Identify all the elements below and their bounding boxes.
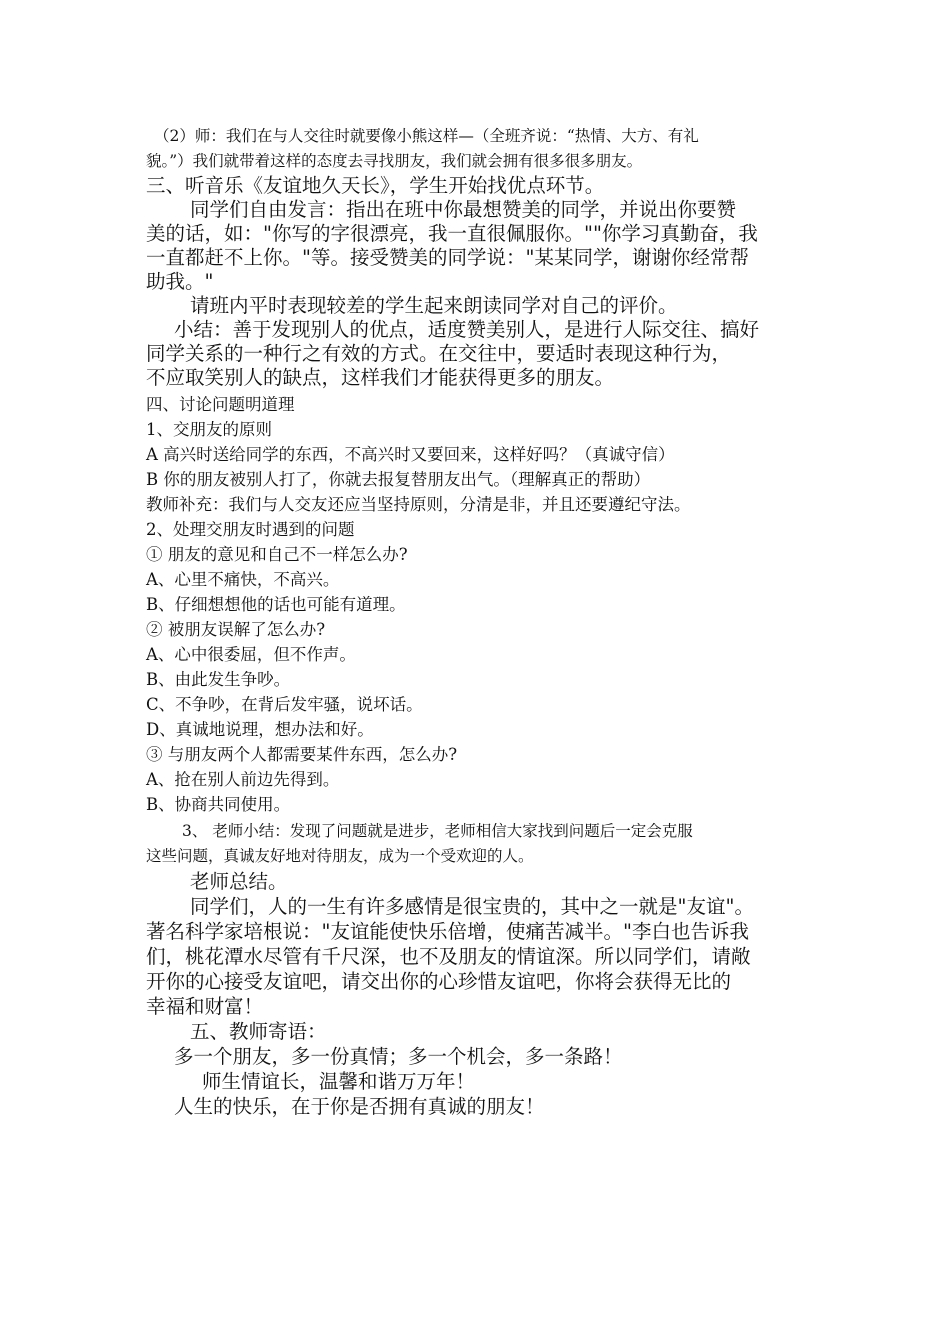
paragraph-line: 美的话，如："你写的字很漂亮，我一直很佩服你。""你学习真勤奋，我 (146, 222, 758, 245)
list-item: B、协商共同使用。 (146, 795, 291, 814)
section-heading: 五、教师寄语： (190, 1020, 327, 1043)
paragraph-line: 3、 老师小结：发现了问题就是进步，老师相信大家找到问题后一定会克服 (182, 822, 693, 840)
paragraph-line: （2）师：我们在与人交往时就要像小熊这样—（全班齐说：“热情、大方、有礼 (154, 127, 699, 145)
closing-line: 多一个朋友，多一份真情；多一个机会，多一条路！ (174, 1045, 623, 1068)
question-item: ③ 与朋友两个人都需要某件东西，怎么办? (146, 745, 458, 764)
paragraph-line: 教师补充：我们与人交友还应当坚持原则，分清是非，并且还要遵纪守法。 (146, 495, 691, 514)
paragraph-line: 小结：善于发现别人的优点，适度赞美别人，是进行人际交往、搞好 (174, 318, 760, 341)
paragraph-line: 开你的心接受友谊吧，请交出你的心珍惜友谊吧，你将会获得无比的 (146, 970, 732, 993)
question-item: ① 朋友的意见和自己不一样怎么办? (146, 545, 408, 564)
paragraph-line: 幸福和财富！ (146, 995, 264, 1018)
paragraph-line: 们，桃花潭水尽管有千尺深，也不及朋友的情谊深。所以同学们，请敞 (146, 945, 751, 968)
section-heading: 三、听音乐《友谊地久天长》，学生开始找优点环节。 (146, 174, 605, 197)
paragraph-line: 这些问题，真诚友好地对待朋友，成为一个受欢迎的人。 (146, 847, 534, 865)
list-item: A 高兴时送给同学的东西，不高兴时又要回来，这样好吗？（真诚守信） (146, 445, 675, 464)
paragraph-line: 不应取笑别人的缺点，这样我们才能获得更多的朋友。 (146, 366, 615, 389)
paragraph-line: 同学们，人的一生有许多感情是很宝贵的，其中之一就是"友谊"。 (190, 895, 754, 918)
question-item: ② 被朋友误解了怎么办? (146, 620, 326, 639)
list-item: B、仔细想想他的话也可能有道理。 (146, 595, 406, 614)
list-item: B、由此发生争吵。 (146, 670, 291, 689)
list-item: A、心中很委屈，但不作声。 (146, 645, 356, 664)
list-item: D、真诚地说理，想办法和好。 (146, 720, 374, 739)
paragraph-line: 助我。" (146, 270, 214, 293)
list-item: A、抢在别人前边先得到。 (146, 770, 340, 789)
paragraph-line: 同学们自由发言：指出在班中你最想赞美的同学，并说出你要赞 (190, 198, 737, 221)
paragraph-line: 著名科学家培根说："友谊能使快乐倍增，使痛苦减半。"李白也告诉我 (146, 920, 749, 943)
paragraph-line: 一直都赶不上你。"等。接受赞美的同学说："某某同学，谢谢你经常帮 (146, 246, 749, 269)
paragraph-line: 同学关系的一种行之有效的方式。在交往中，要适时表现这种行为， (146, 342, 732, 365)
list-item: C、不争吵，在背后发牢骚，说坏话。 (146, 695, 423, 714)
paragraph-line: 老师总结。 (190, 870, 288, 893)
list-item: B 你的朋友被别人打了，你就去报复替朋友出气。（理解真正的帮助） (146, 470, 651, 489)
subsection-heading: 1、交朋友的原则 (146, 420, 272, 439)
paragraph-line: 请班内平时表现较差的学生起来朗读同学对自己的评价。 (190, 294, 678, 317)
paragraph-line: 貌。”）我们就带着这样的态度去寻找朋友，我们就会拥有很多很多朋友。 (146, 152, 643, 170)
closing-line: 师生情谊长，温馨和谐万万年！ (202, 1070, 476, 1093)
list-item: A、心里不痛快，不高兴。 (146, 570, 340, 589)
section-heading: 四、讨论问题明道理 (146, 395, 295, 414)
closing-line: 人生的快乐，在于你是否拥有真诚的朋友！ (174, 1095, 545, 1118)
subsection-heading: 2、处理交朋友时遇到的问题 (146, 520, 355, 539)
document-body (146, 124, 816, 1119)
